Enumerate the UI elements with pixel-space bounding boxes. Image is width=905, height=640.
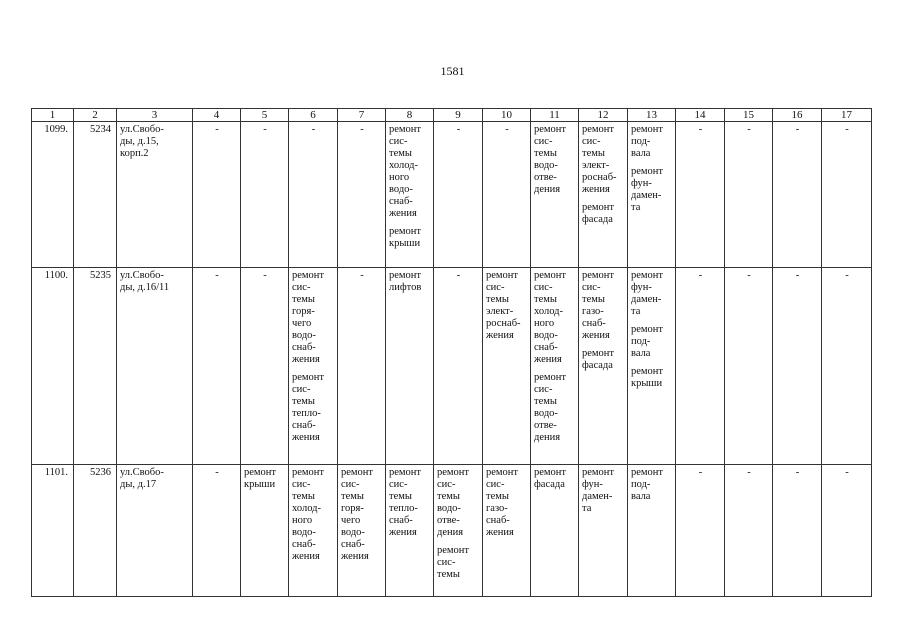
work-line: темы bbox=[582, 294, 605, 305]
work-line: ремонт bbox=[631, 467, 664, 478]
work-item bbox=[437, 467, 480, 539]
work-cell bbox=[289, 268, 338, 465]
empty-cell: - bbox=[822, 122, 872, 268]
work-line: водо- bbox=[437, 503, 461, 514]
work-cell bbox=[579, 122, 628, 268]
work-line: снаб- bbox=[292, 342, 316, 353]
column-number: 3 bbox=[117, 109, 193, 122]
work-line: темы bbox=[486, 294, 509, 305]
empty-cell: - bbox=[434, 268, 483, 465]
work-line: жения bbox=[292, 354, 320, 365]
column-number: 12 bbox=[579, 109, 628, 122]
empty-cell: - bbox=[193, 268, 241, 465]
work-line: ремонт bbox=[389, 270, 422, 281]
work-line: вала bbox=[631, 148, 651, 159]
work-line: ремонт bbox=[631, 124, 664, 135]
empty-cell: - bbox=[773, 268, 822, 465]
work-item bbox=[534, 270, 576, 366]
work-line: жения bbox=[582, 184, 610, 195]
column-number: 7 bbox=[338, 109, 386, 122]
work-line: дамен- bbox=[631, 294, 662, 305]
work-line: ремонт bbox=[631, 324, 664, 335]
work-cell bbox=[628, 122, 676, 268]
work-line: фун- bbox=[631, 178, 652, 189]
work-line: фун- bbox=[631, 282, 652, 293]
work-line: крыши bbox=[631, 378, 663, 389]
column-number: 15 bbox=[725, 109, 773, 122]
work-line: снаб- bbox=[292, 420, 316, 431]
work-line: тепло- bbox=[292, 408, 321, 419]
work-line: ремонт bbox=[631, 166, 664, 177]
object-code: 5234 bbox=[74, 122, 117, 268]
work-line: сис- bbox=[534, 136, 553, 147]
work-line: сис- bbox=[389, 479, 408, 490]
work-line: холод- bbox=[292, 503, 321, 514]
work-line: сис- bbox=[534, 282, 553, 293]
work-line: водо- bbox=[292, 330, 316, 341]
table-body bbox=[32, 109, 872, 597]
work-line: темы bbox=[292, 396, 315, 407]
address-cell bbox=[117, 268, 193, 465]
work-cell bbox=[386, 268, 434, 465]
work-line: та bbox=[631, 202, 641, 213]
work-line: ного bbox=[389, 172, 410, 183]
work-item bbox=[486, 467, 528, 539]
empty-cell: - bbox=[241, 122, 289, 268]
work-line: жения bbox=[389, 527, 417, 538]
work-item bbox=[631, 366, 673, 390]
work-line: под- bbox=[631, 136, 651, 147]
work-line: ремонт bbox=[389, 226, 422, 237]
empty-cell: - bbox=[338, 122, 386, 268]
work-item bbox=[486, 270, 528, 342]
work-line: темы bbox=[292, 294, 315, 305]
work-item bbox=[582, 467, 625, 515]
work-line: элект- bbox=[582, 160, 610, 171]
work-line: горя- bbox=[341, 503, 364, 514]
empty-cell: - bbox=[193, 465, 241, 597]
work-line: отве- bbox=[534, 172, 557, 183]
empty-cell: - bbox=[725, 122, 773, 268]
work-cell bbox=[289, 465, 338, 597]
column-number: 11 bbox=[531, 109, 579, 122]
header-row bbox=[32, 109, 872, 122]
empty-cell: - bbox=[822, 268, 872, 465]
work-cell bbox=[338, 465, 386, 597]
work-line: ремонт bbox=[582, 270, 615, 281]
address-line: ул.Свобо- bbox=[120, 270, 164, 281]
address-line: ды, д.16/11 bbox=[120, 282, 170, 293]
work-line: ремонт bbox=[244, 467, 277, 478]
work-cell bbox=[434, 465, 483, 597]
work-line: сис- bbox=[292, 479, 311, 490]
work-line: снаб- bbox=[341, 539, 365, 550]
empty-cell: - bbox=[338, 268, 386, 465]
work-line: снаб- bbox=[582, 318, 606, 329]
work-line: крыши bbox=[244, 479, 276, 490]
work-line: водо- bbox=[292, 527, 316, 538]
empty-cell: - bbox=[676, 122, 725, 268]
empty-cell: - bbox=[676, 465, 725, 597]
work-line: газо- bbox=[486, 503, 508, 514]
work-item bbox=[341, 467, 383, 563]
column-number: 10 bbox=[483, 109, 531, 122]
work-line: ремонт bbox=[389, 467, 422, 478]
work-line: сис- bbox=[292, 282, 311, 293]
row-number: 1099. bbox=[32, 122, 74, 268]
work-line: ремонт bbox=[631, 270, 664, 281]
address-line: корп.2 bbox=[120, 148, 149, 159]
column-number: 16 bbox=[773, 109, 822, 122]
address-line: ды, д.17 bbox=[120, 479, 157, 490]
work-line: темы bbox=[437, 491, 460, 502]
address-cell bbox=[117, 465, 193, 597]
column-number: 2 bbox=[74, 109, 117, 122]
column-number: 6 bbox=[289, 109, 338, 122]
work-line: ремонт bbox=[534, 467, 567, 478]
work-line: ремонт bbox=[486, 467, 519, 478]
work-line: фасада bbox=[582, 214, 613, 225]
work-line: ремонт bbox=[631, 366, 664, 377]
work-line: газо- bbox=[582, 306, 604, 317]
column-number: 5 bbox=[241, 109, 289, 122]
work-line: жения bbox=[389, 208, 417, 219]
work-line: холод- bbox=[534, 306, 563, 317]
table-row bbox=[32, 465, 872, 597]
work-line: водо- bbox=[341, 527, 365, 538]
work-cell bbox=[386, 465, 434, 597]
work-line: жения bbox=[486, 330, 514, 341]
work-item bbox=[631, 124, 673, 160]
work-item bbox=[582, 202, 625, 226]
work-line: сис- bbox=[341, 479, 360, 490]
work-line: ремонт bbox=[292, 467, 325, 478]
work-line: дамен- bbox=[582, 491, 613, 502]
work-line: темы bbox=[486, 491, 509, 502]
work-item bbox=[582, 270, 625, 342]
work-cell bbox=[531, 465, 579, 597]
object-code: 5236 bbox=[74, 465, 117, 597]
empty-cell: - bbox=[483, 122, 531, 268]
work-item bbox=[582, 348, 625, 372]
work-item bbox=[389, 124, 431, 220]
empty-cell: - bbox=[773, 122, 822, 268]
empty-cell: - bbox=[289, 122, 338, 268]
work-line: роснаб- bbox=[582, 172, 617, 183]
work-item bbox=[631, 467, 673, 503]
work-line: темы bbox=[389, 491, 412, 502]
work-line: темы bbox=[341, 491, 364, 502]
work-line: жения bbox=[486, 527, 514, 538]
work-line: темы bbox=[534, 294, 557, 305]
work-cell bbox=[386, 122, 434, 268]
work-line: снаб- bbox=[486, 515, 510, 526]
work-line: дения bbox=[534, 432, 561, 443]
work-line: снаб- bbox=[534, 342, 558, 353]
object-code: 5235 bbox=[74, 268, 117, 465]
work-item bbox=[437, 545, 480, 581]
work-line: ремонт bbox=[292, 270, 325, 281]
work-line: темы bbox=[582, 148, 605, 159]
work-line: сис- bbox=[437, 557, 456, 568]
work-line: ремонт bbox=[582, 124, 615, 135]
work-line: фасада bbox=[582, 360, 613, 371]
work-item bbox=[244, 467, 286, 491]
work-cell bbox=[628, 268, 676, 465]
work-line: ремонт bbox=[534, 124, 567, 135]
work-line: отве- bbox=[437, 515, 460, 526]
empty-cell: - bbox=[193, 122, 241, 268]
column-number: 14 bbox=[676, 109, 725, 122]
work-line: водо- bbox=[534, 408, 558, 419]
work-line: ремонт bbox=[582, 467, 615, 478]
work-line: темы bbox=[534, 396, 557, 407]
work-line: ремонт bbox=[582, 348, 615, 359]
work-line: ремонт bbox=[292, 372, 325, 383]
work-line: вала bbox=[631, 491, 651, 502]
table-row bbox=[32, 268, 872, 465]
work-line: крыши bbox=[389, 238, 421, 249]
work-line: чего bbox=[292, 318, 312, 329]
work-line: сис- bbox=[292, 384, 311, 395]
work-line: элект- bbox=[486, 306, 514, 317]
work-line: горя- bbox=[292, 306, 315, 317]
empty-cell: - bbox=[773, 465, 822, 597]
work-line: сис- bbox=[486, 479, 505, 490]
address-line: ул.Свобо- bbox=[120, 467, 164, 478]
work-cell bbox=[483, 465, 531, 597]
work-line: фун- bbox=[582, 479, 603, 490]
work-line: под- bbox=[631, 479, 651, 490]
work-line: темы bbox=[389, 148, 412, 159]
work-line: ремонт bbox=[389, 124, 422, 135]
row-number: 1100. bbox=[32, 268, 74, 465]
work-line: ремонт bbox=[437, 467, 470, 478]
work-cell bbox=[241, 465, 289, 597]
work-line: ного bbox=[534, 318, 555, 329]
work-line: та bbox=[631, 306, 641, 317]
work-line: водо- bbox=[534, 160, 558, 171]
row-number: 1101. bbox=[32, 465, 74, 597]
work-line: сис- bbox=[582, 136, 601, 147]
address-cell bbox=[117, 122, 193, 268]
work-item bbox=[582, 124, 625, 196]
empty-cell: - bbox=[725, 465, 773, 597]
table-row bbox=[32, 122, 872, 268]
work-cell bbox=[483, 268, 531, 465]
work-line: темы bbox=[437, 569, 460, 580]
work-line: ремонт bbox=[582, 202, 615, 213]
work-line: ремонт bbox=[341, 467, 374, 478]
work-line: холод- bbox=[389, 160, 418, 171]
page-number: 1581 bbox=[440, 64, 465, 78]
work-line: темы bbox=[534, 148, 557, 159]
work-line: сис- bbox=[437, 479, 456, 490]
empty-cell: - bbox=[676, 268, 725, 465]
work-line: лифтов bbox=[389, 282, 422, 293]
work-line: снаб- bbox=[292, 539, 316, 550]
empty-cell: - bbox=[725, 268, 773, 465]
work-line: ремонт bbox=[534, 270, 567, 281]
address-line: ул.Свобо- bbox=[120, 124, 164, 135]
work-item bbox=[534, 124, 576, 196]
work-item bbox=[389, 226, 431, 250]
work-item bbox=[631, 270, 673, 318]
work-item bbox=[534, 467, 576, 491]
work-item bbox=[292, 270, 335, 366]
work-line: дения bbox=[534, 184, 561, 195]
work-line: фасада bbox=[534, 479, 565, 490]
work-line: ного bbox=[292, 515, 313, 526]
column-number: 1 bbox=[32, 109, 74, 122]
work-item bbox=[389, 270, 431, 294]
address-line: ды, д.15, bbox=[120, 136, 159, 147]
work-cell bbox=[579, 268, 628, 465]
work-line: снаб- bbox=[389, 515, 413, 526]
work-cell bbox=[579, 465, 628, 597]
work-item bbox=[389, 467, 431, 539]
work-cell bbox=[531, 122, 579, 268]
work-line: та bbox=[582, 503, 592, 514]
work-line: сис- bbox=[582, 282, 601, 293]
work-item bbox=[534, 372, 576, 444]
work-line: сис- bbox=[534, 384, 553, 395]
column-number: 8 bbox=[386, 109, 434, 122]
empty-cell: - bbox=[822, 465, 872, 597]
work-line: ремонт bbox=[486, 270, 519, 281]
work-item bbox=[292, 372, 335, 444]
work-item bbox=[631, 324, 673, 360]
work-item bbox=[292, 467, 335, 563]
work-line: сис- bbox=[389, 136, 408, 147]
work-line: чего bbox=[341, 515, 361, 526]
work-line: водо- bbox=[389, 184, 413, 195]
work-line: тепло- bbox=[389, 503, 418, 514]
column-number: 9 bbox=[434, 109, 483, 122]
column-number: 13 bbox=[628, 109, 676, 122]
column-number: 17 bbox=[822, 109, 872, 122]
empty-cell: - bbox=[434, 122, 483, 268]
work-line: ремонт bbox=[437, 545, 470, 556]
repair-schedule-table bbox=[31, 108, 872, 597]
empty-cell: - bbox=[241, 268, 289, 465]
work-line: жения bbox=[582, 330, 610, 341]
work-line: под- bbox=[631, 336, 651, 347]
work-line: роснаб- bbox=[486, 318, 521, 329]
work-line: жения bbox=[534, 354, 562, 365]
work-line: дения bbox=[437, 527, 464, 538]
work-line: жения bbox=[341, 551, 369, 562]
work-line: вала bbox=[631, 348, 651, 359]
work-line: темы bbox=[292, 491, 315, 502]
work-line: отве- bbox=[534, 420, 557, 431]
work-line: водо- bbox=[534, 330, 558, 341]
work-line: снаб- bbox=[389, 196, 413, 207]
work-cell bbox=[628, 465, 676, 597]
column-number: 4 bbox=[193, 109, 241, 122]
work-line: сис- bbox=[486, 282, 505, 293]
work-line: жения bbox=[292, 432, 320, 443]
work-line: дамен- bbox=[631, 190, 662, 201]
work-line: жения bbox=[292, 551, 320, 562]
work-cell bbox=[531, 268, 579, 465]
work-item bbox=[631, 166, 673, 214]
work-line: ремонт bbox=[534, 372, 567, 383]
